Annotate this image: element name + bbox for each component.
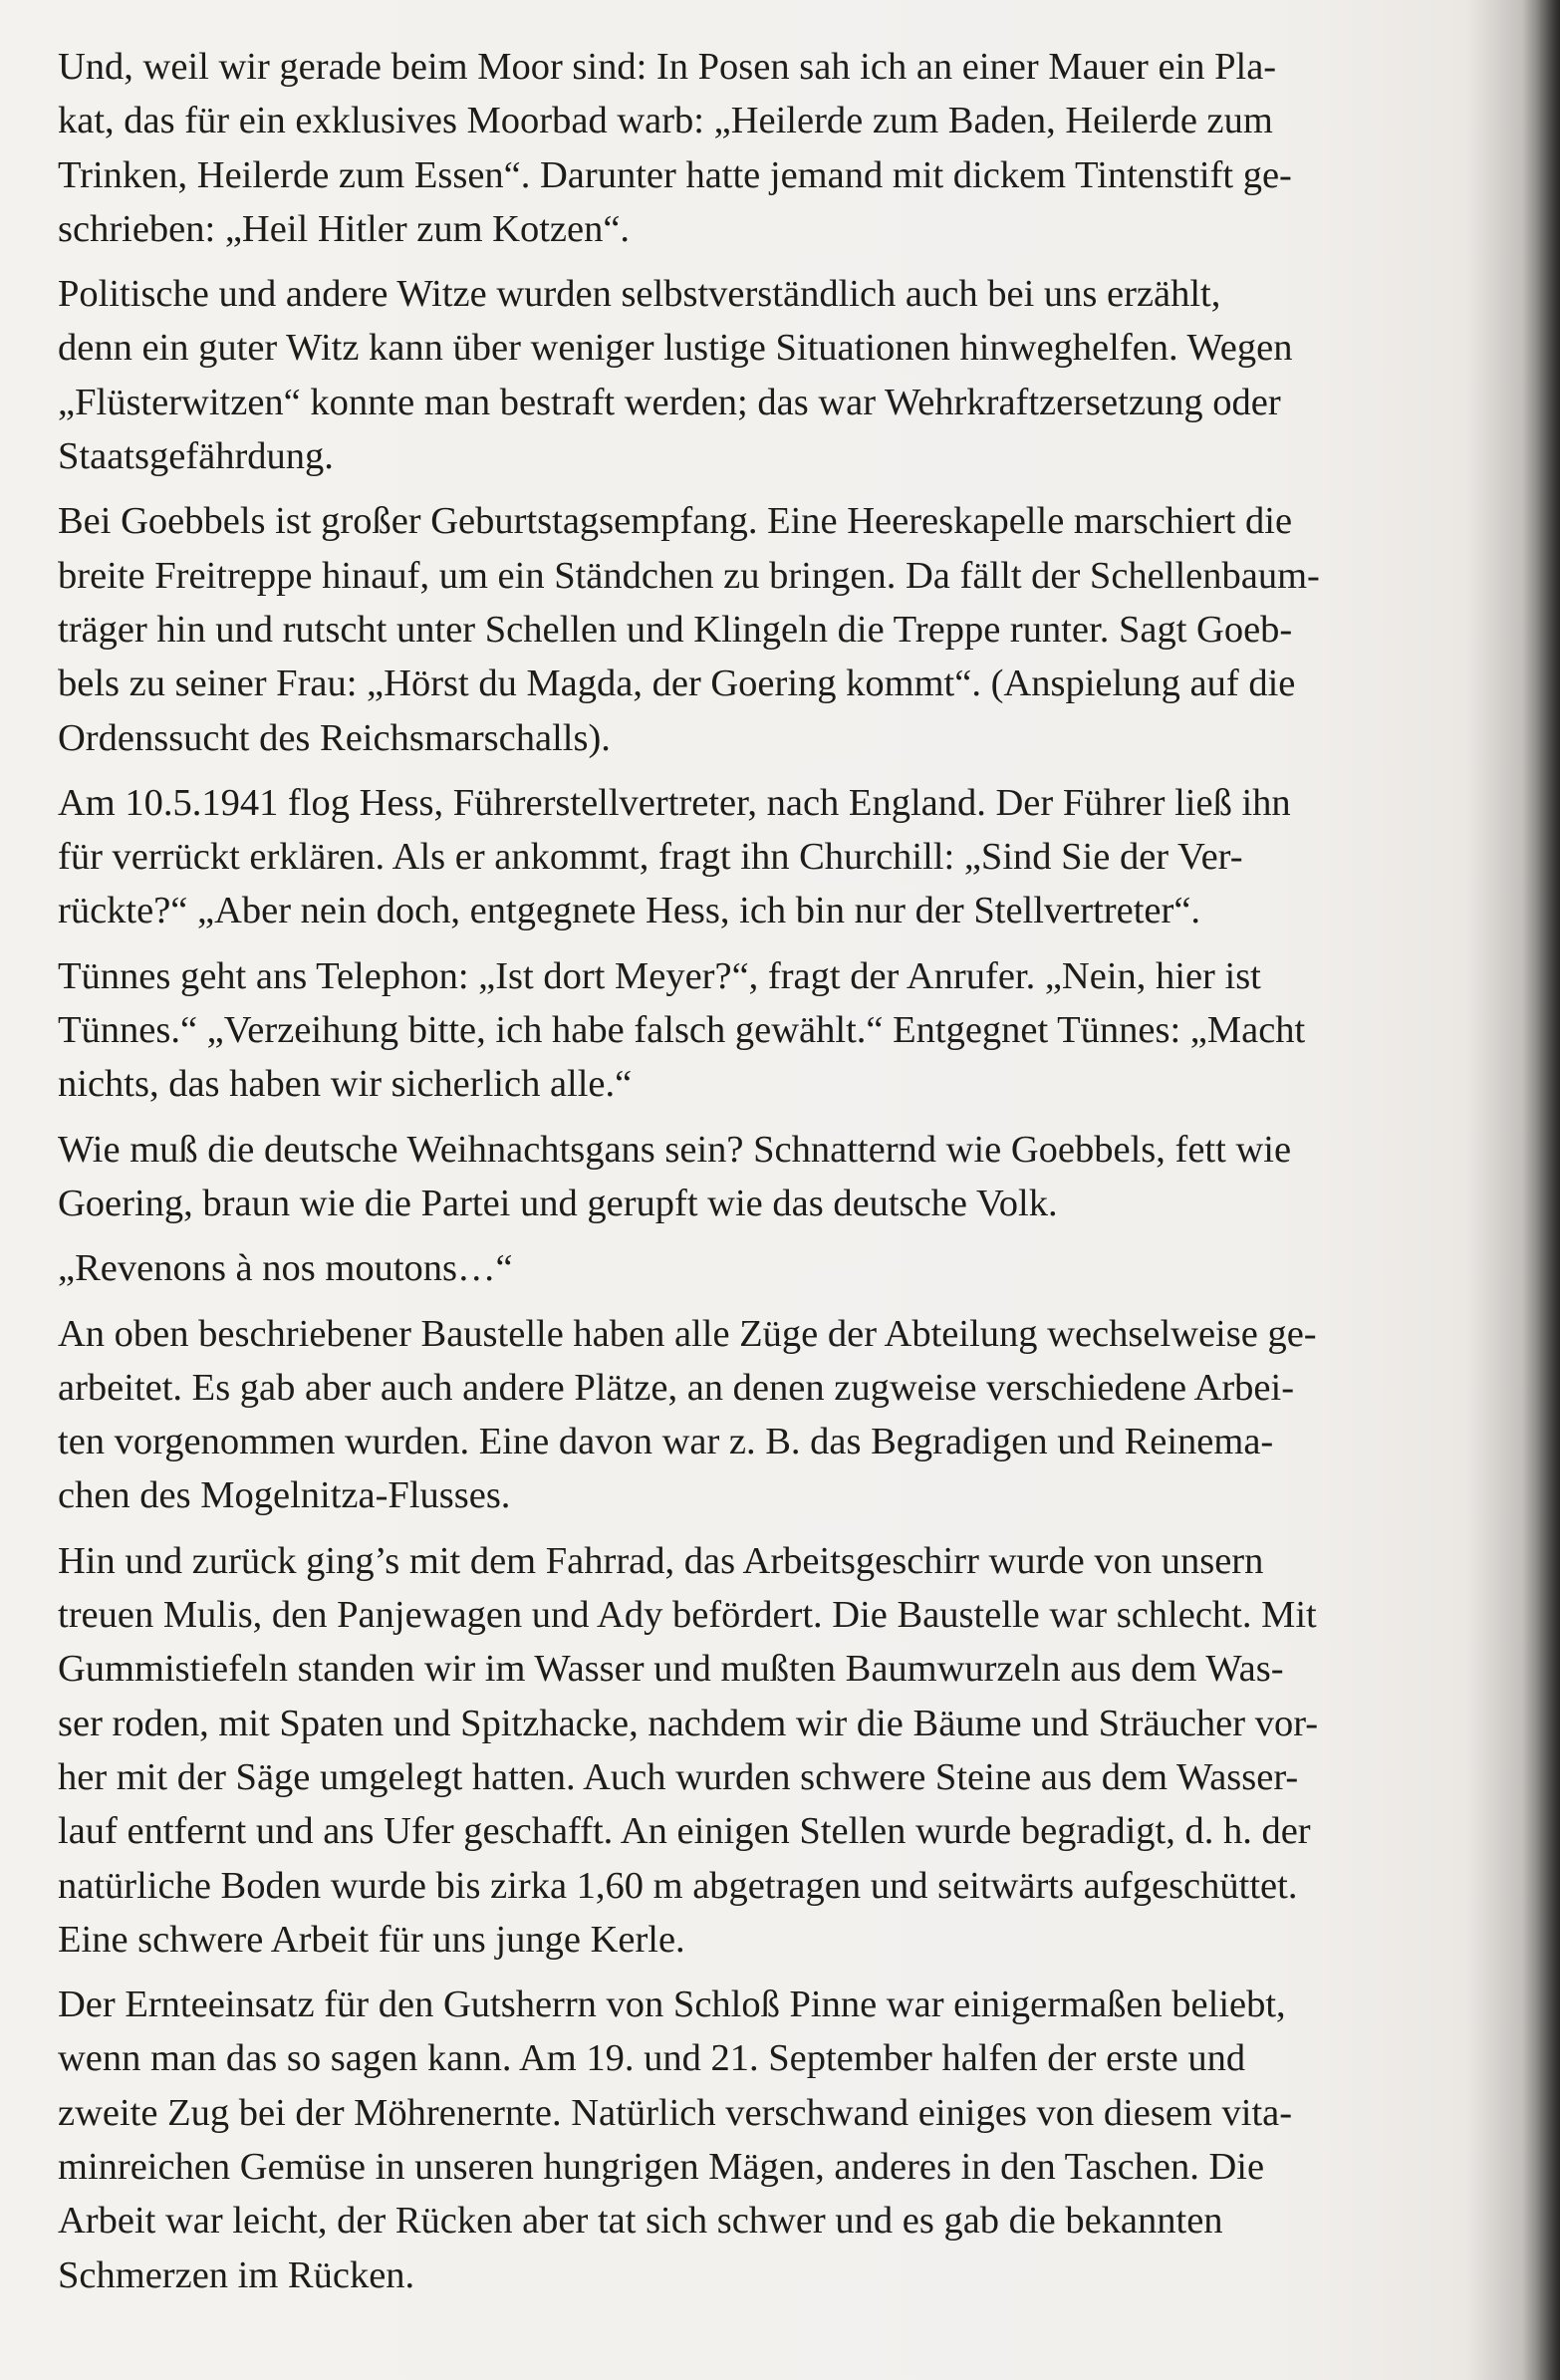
text-line: Gummistiefeln standen wir im Wasser und mußten Baumwurzeln aus dem Was- xyxy=(58,1648,1284,1691)
text-line: „Flüsterwitzen“ konnte man bestraft werden; das war Wehrkraftzersetzung oder xyxy=(58,381,1281,423)
text-line: Hin und zurück ging’s mit dem Fahrrad, das Arbeitsgeschirr wurde von unsern xyxy=(58,1539,1264,1582)
text-line: Eine schwere Arbeit für uns junge Kerle. xyxy=(58,1918,685,1961)
paragraph-hess xyxy=(58,776,1522,938)
text-line: chen des Mogelnitza-Flusses. xyxy=(58,1474,511,1517)
page-text xyxy=(58,40,1522,2313)
text-line: breite Freitreppe hinauf, um ein Ständchen zu bringen. Da fällt der Schellenbaum- xyxy=(58,554,1320,597)
text-line: nichts, das haben wir sicherlich alle.“ xyxy=(58,1063,633,1106)
text-line: schrieben: „Heil Hitler zum Kotzen“. xyxy=(58,207,631,250)
text-line: rückte?“ „Aber nein doch, entgegnete Hess, ich bin nur der Stellvertreter“. xyxy=(58,890,1201,932)
text-line: Tünnes geht ans Telephon: „Ist dort Meyer?“, fragt der Anrufer. „Nein, hier ist xyxy=(58,954,1261,997)
text-line: Schmerzen im Rücken. xyxy=(58,2253,415,2296)
text-line: denn ein guter Witz kann über weniger lustige Situationen hinweghelfen. Wegen xyxy=(58,327,1293,370)
paragraph-tuennes xyxy=(58,949,1522,1112)
text-line: bels zu seiner Frau: „Hörst du Magda, der Goering kommt“. (Anspielung auf die xyxy=(58,662,1296,705)
paragraph-ernteeinsatz xyxy=(58,1978,1522,2302)
text-line: Tünnes.“ „Verzeihung bitte, ich habe falsch gewählt.“ Entgegnet Tünnes: „Macht xyxy=(58,1009,1306,1052)
text-line: für verrückt erklären. Als er ankommt, fragt ihn Churchill: „Sind Sie der Ver- xyxy=(58,836,1243,879)
text-line: Ordenssucht des Reichsmarschalls). xyxy=(58,716,611,759)
text-line: Arbeit war leicht, der Rücken aber tat sich schwer und es gab die bekannten xyxy=(58,2200,1223,2243)
text-line: ser roden, mit Spaten und Spitzhacke, nachdem wir die Bäume und Sträucher vor- xyxy=(58,1702,1319,1744)
text-line: zweite Zug bei der Möhrenernte. Natürlich verschwand einiges von diesem vita- xyxy=(58,2091,1293,2134)
text-line: ten vorgenommen wurden. Eine davon war z. B. das Begradigen und Reinema- xyxy=(58,1421,1274,1463)
text-line: Bei Goebbels ist großer Geburtstagsempfang. Eine Heereskapelle marschiert die xyxy=(58,500,1293,543)
text-line: „Revenons à nos moutons…“ xyxy=(58,1247,513,1290)
text-line: träger hin und rutscht unter Schellen und Klingeln die Treppe runter. Sagt Goeb- xyxy=(58,608,1293,651)
text-line: arbeitet. Es gab aber auch andere Plätze, an denen zugweise verschiedene Arbei- xyxy=(58,1366,1295,1409)
text-line: Am 10.5.1941 flog Hess, Führerstellvertreter, nach England. Der Führer ließ ihn xyxy=(58,781,1291,824)
text-line: Der Ernteeinsatz für den Gutsherrn von Schloß Pinne war einigermaßen beliebt, xyxy=(58,1983,1286,2026)
paragraph-weihnachtsgans xyxy=(58,1123,1522,1231)
text-line: wenn man das so sagen kann. Am 19. und 21. September halfen der erste und xyxy=(58,2037,1246,2080)
page-edge-shadow xyxy=(1522,0,1560,2380)
paragraph-baustelle xyxy=(58,1307,1522,1523)
paragraph-goebbels xyxy=(58,494,1522,764)
paragraph-fahrrad xyxy=(58,1534,1522,1967)
text-line: Goering, braun wie die Partei und gerupft wie das deutsche Volk. xyxy=(58,1182,1058,1224)
text-line: kat, das für ein exklusives Moorbad warb: „Heilerde zum Baden, Heilerde zum xyxy=(58,100,1273,142)
paragraph-revenons xyxy=(58,1241,1522,1295)
paragraph-moorbad xyxy=(58,40,1522,256)
text-line: Staatsgefährdung. xyxy=(58,435,334,478)
text-line: An oben beschriebener Baustelle haben alle Züge der Abteilung wechselweise ge- xyxy=(58,1312,1317,1355)
text-line: natürliche Boden wurde bis zirka 1,60 m abgetragen und seitwärts aufgeschüttet. xyxy=(58,1864,1298,1907)
text-line: Und, weil wir gerade beim Moor sind: In Posen sah ich an einer Mauer ein Pla- xyxy=(58,46,1277,88)
text-line: Trinken, Heilerde zum Essen“. Darunter hatte jemand mit dickem Tintenstift ge- xyxy=(58,153,1292,196)
text-line: minreichen Gemüse in unseren hungrigen Mägen, anderes in den Taschen. Die xyxy=(58,2145,1265,2188)
text-line: treuen Mulis, den Panjewagen und Ady befördert. Die Baustelle war schlecht. Mit xyxy=(58,1594,1317,1637)
paragraph-witze xyxy=(58,267,1522,483)
text-line: Politische und andere Witze wurden selbstverständlich auch bei uns erzählt, xyxy=(58,273,1221,316)
text-line: lauf entfernt und ans Ufer geschafft. An einigen Stellen wurde begradigt, d. h. der xyxy=(58,1810,1311,1853)
text-line: Wie muß die deutsche Weihnachtsgans sein? Schnatternd wie Goebbels, fett wie xyxy=(58,1128,1292,1171)
text-line: her mit der Säge umgelegt hatten. Auch wurden schwere Steine aus dem Wasser- xyxy=(58,1755,1299,1798)
